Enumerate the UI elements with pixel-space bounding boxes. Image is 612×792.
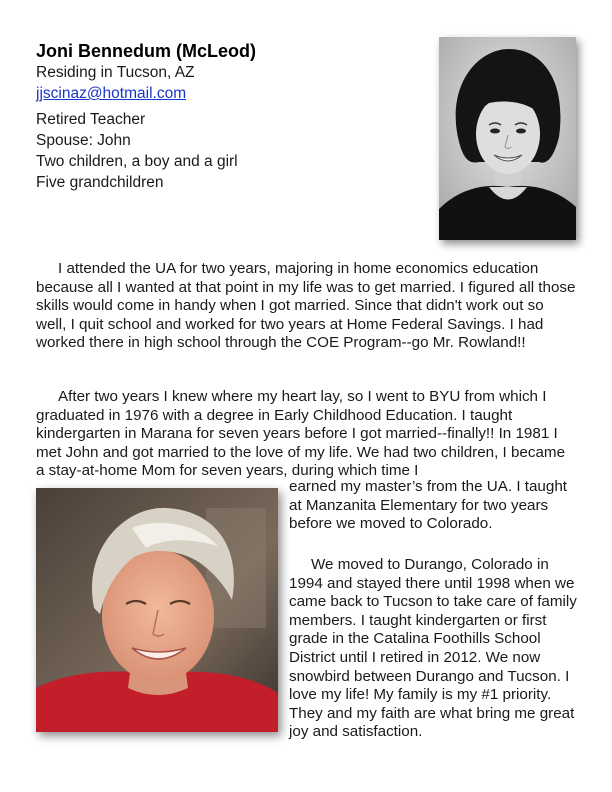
paragraph-family-text: We moved to Durango, Colorado in 1994 and stayed there until 1998 when we came back to Tucson to take care of family members. I taught kindergarten or first grade in the Catalina Foothills School District until I retired in 2012. We now snowbird between Durango and Tucson. I love my life! My family is my #1 priority. They and my faith are what bring me great joy and satisfaction.: [289, 556, 577, 741]
children: Two children, a boy and a girl: [36, 153, 238, 170]
profile-header: [36, 40, 426, 193]
paragraph-family: [289, 556, 579, 742]
residence: Residing in Tucson, AZ: [36, 64, 195, 81]
spouse: Spouse: John: [36, 132, 131, 149]
grandchildren: Five grandchildren: [36, 174, 164, 191]
person-name: Joni Bennedum (McLeod): [36, 41, 256, 61]
paragraph-education: [36, 260, 576, 353]
current-portrait-photo: [36, 488, 278, 732]
paragraph-career-text: After two years I knew where my heart lay, so I went to BYU from which I graduated in 1976 with a degree in Early Childhood Education. I taught kindergarten in Marana for seven years before I got married--finally!! In 1981 I met John and got married to the love of my life. We had two children, I became a stay-at-home Mom for seven years, during which time I: [36, 388, 566, 480]
paragraph-education-text: I attended the UA for two years, majoring in home economics education because all I wanted at that point in my life was to get married. I figured all those skills would come in handy when I got married. Since that didn't work out so well, I quit school and worked for two years at Home Federal Savings. I had worked there in high school through the COE Program--go Mr. Rowland!!: [36, 260, 576, 352]
paragraph-career: [36, 388, 576, 481]
occupation: Retired Teacher: [36, 111, 146, 128]
yearbook-portrait-photo: [439, 37, 576, 240]
email-link[interactable]: jjscinaz@hotmail.com: [36, 85, 187, 102]
paragraph-career-continued: earned my master’s from the UA. I taught at Manzanita Elementary for two years before we moved to Colorado.: [289, 478, 567, 533]
